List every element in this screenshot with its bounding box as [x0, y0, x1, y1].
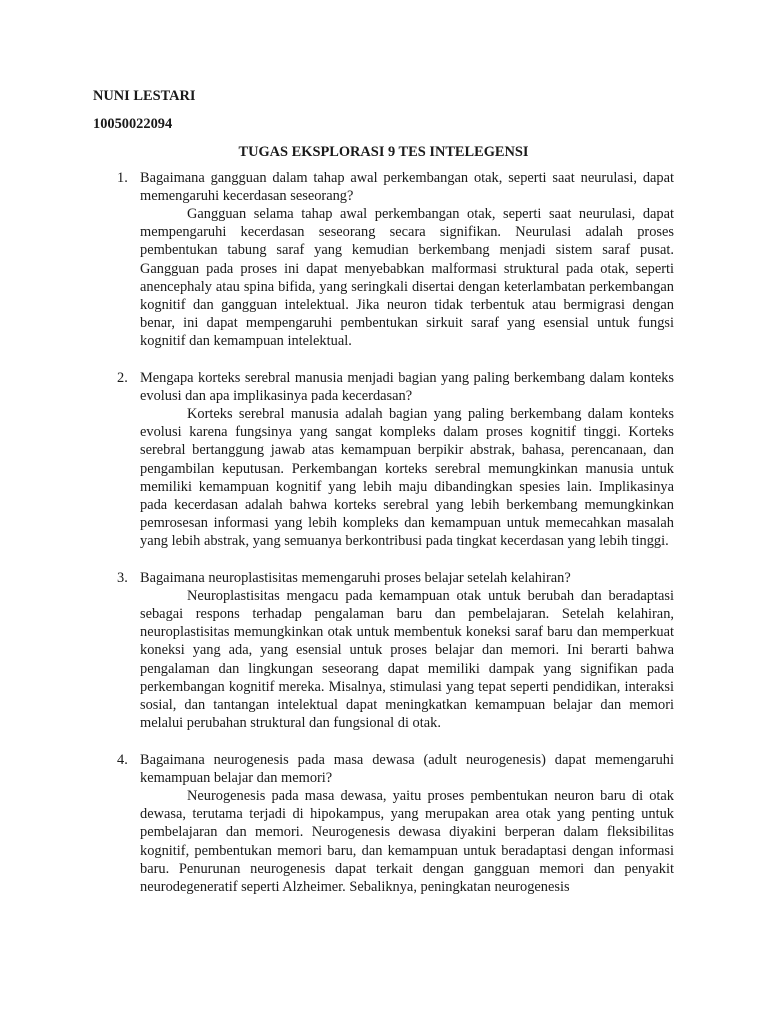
- item-number: 1.: [117, 169, 128, 186]
- list-item: [93, 369, 674, 551]
- student-name: NUNI LESTARI: [93, 88, 196, 104]
- student-id: 10050022094: [93, 116, 173, 133]
- question-text: Bagaimana gangguan dalam tahap awal perkembangan otak, seperti saat neurulasi, dapat memengaruhi kecerdasan seseorang?: [140, 169, 674, 204]
- question-list: [93, 169, 674, 897]
- document-title: TUGAS EKSPLORASI 9 TES INTELEGENSI: [238, 144, 529, 161]
- question-text: Mengapa korteks serebral manusia menjadi bagian yang paling berkembang dalam konteks evolusi dan apa implikasinya pada kecerdasan?: [140, 369, 674, 404]
- item-number: 4.: [117, 751, 128, 768]
- list-item: [93, 751, 674, 897]
- item-number: 3.: [117, 569, 128, 586]
- answer-text: Gangguan selama tahap awal perkembangan otak, seperti saat neurulasi, dapat mempengaruhi kecerdasan seseorang secara signifikan. Neurulasi adalah proses pembentukan tabung saraf yang kemudian berkembang menjadi sistem saraf pusat. Gangguan pada proses ini dapat menyebabkan malformasi struktural pada otak, seperti anencephaly atau spina bifida, yang seringkali disertai dengan keterlambatan perkembangan kognitif dan gangguan intelektual. Jika neuron tidak terbentuk atau bermigrasi dengan benar, ini dapat mempengaruhi pembentukan sirkuit saraf yang esensial untuk fungsi kognitif dan kemampuan intelektual.: [140, 206, 674, 350]
- list-item: [93, 169, 674, 351]
- answer-text: Neurogenesis pada masa dewasa, yaitu proses pembentukan neuron baru di otak dewasa, terutama terjadi di hipokampus, yang merupakan area otak yang penting untuk pembelajaran dan memori. Neurogenesis dewasa diyakini berperan dalam fleksibilitas kognitif, pembentukan memori baru, dan kemampuan untuk beradaptasi dengan informasi baru. Penurunan neurogenesis dapat terkait dengan gangguan memori dan penyakit neurodegeneratif seperti Alzheimer. Sebaliknya, peningkatan neurogenesis: [140, 787, 674, 895]
- question-text: Bagaimana neuroplastisitas memengaruhi proses belajar setelah kelahiran?: [140, 569, 571, 586]
- question-text: Bagaimana neurogenesis pada masa dewasa (adult neurogenesis) dapat memengaruhi kemampuan belajar dan memori?: [140, 751, 674, 786]
- item-number: 2.: [117, 369, 128, 386]
- list-item: [93, 569, 674, 733]
- answer-text: Neuroplastisitas mengacu pada kemampuan otak untuk berubah dan beradaptasi sebagai respons terhadap pengalaman baru dan pembelajaran. Setelah kelahiran, neuroplastisitas memungkinkan otak untuk membentuk koneksi saraf baru dan memperkuat koneksi yang ada, yang esensial untuk proses belajar dan memori. Ini berarti bahwa pengalaman dan lingkungan seseorang dapat memiliki dampak yang signifikan pada perkembangan kognitif mereka. Misalnya, stimulasi yang tepat seperti pendidikan, interaksi sosial, dan tantangan intelektual dapat meningkatkan kemampuan belajar dan memori melalui perubahan struktural dan fungsional di otak.: [140, 587, 674, 732]
- answer-text: Korteks serebral manusia adalah bagian yang paling berkembang dalam konteks evolusi karena fungsinya yang sangat kompleks dalam proses kognitif tinggi. Korteks serebral bertanggung jawab atas kemampuan berpikir abstrak, bahasa, perencanaan, dan pengambilan keputusan. Perkembangan korteks serebral memungkinkan manusia untuk memiliki kemampuan kognitif yang lebih maju dibandingkan spesies lain. Implikasinya pada kecerdasan adalah bahwa korteks serebral yang lebih berkembang memungkinkan pemrosesan informasi yang lebih kompleks dan kemampuan untuk memecahkan masalah yang lebih abstrak, yang semuanya berkontribusi pada tingkat kecerdasan yang lebih tinggi.: [140, 406, 674, 550]
